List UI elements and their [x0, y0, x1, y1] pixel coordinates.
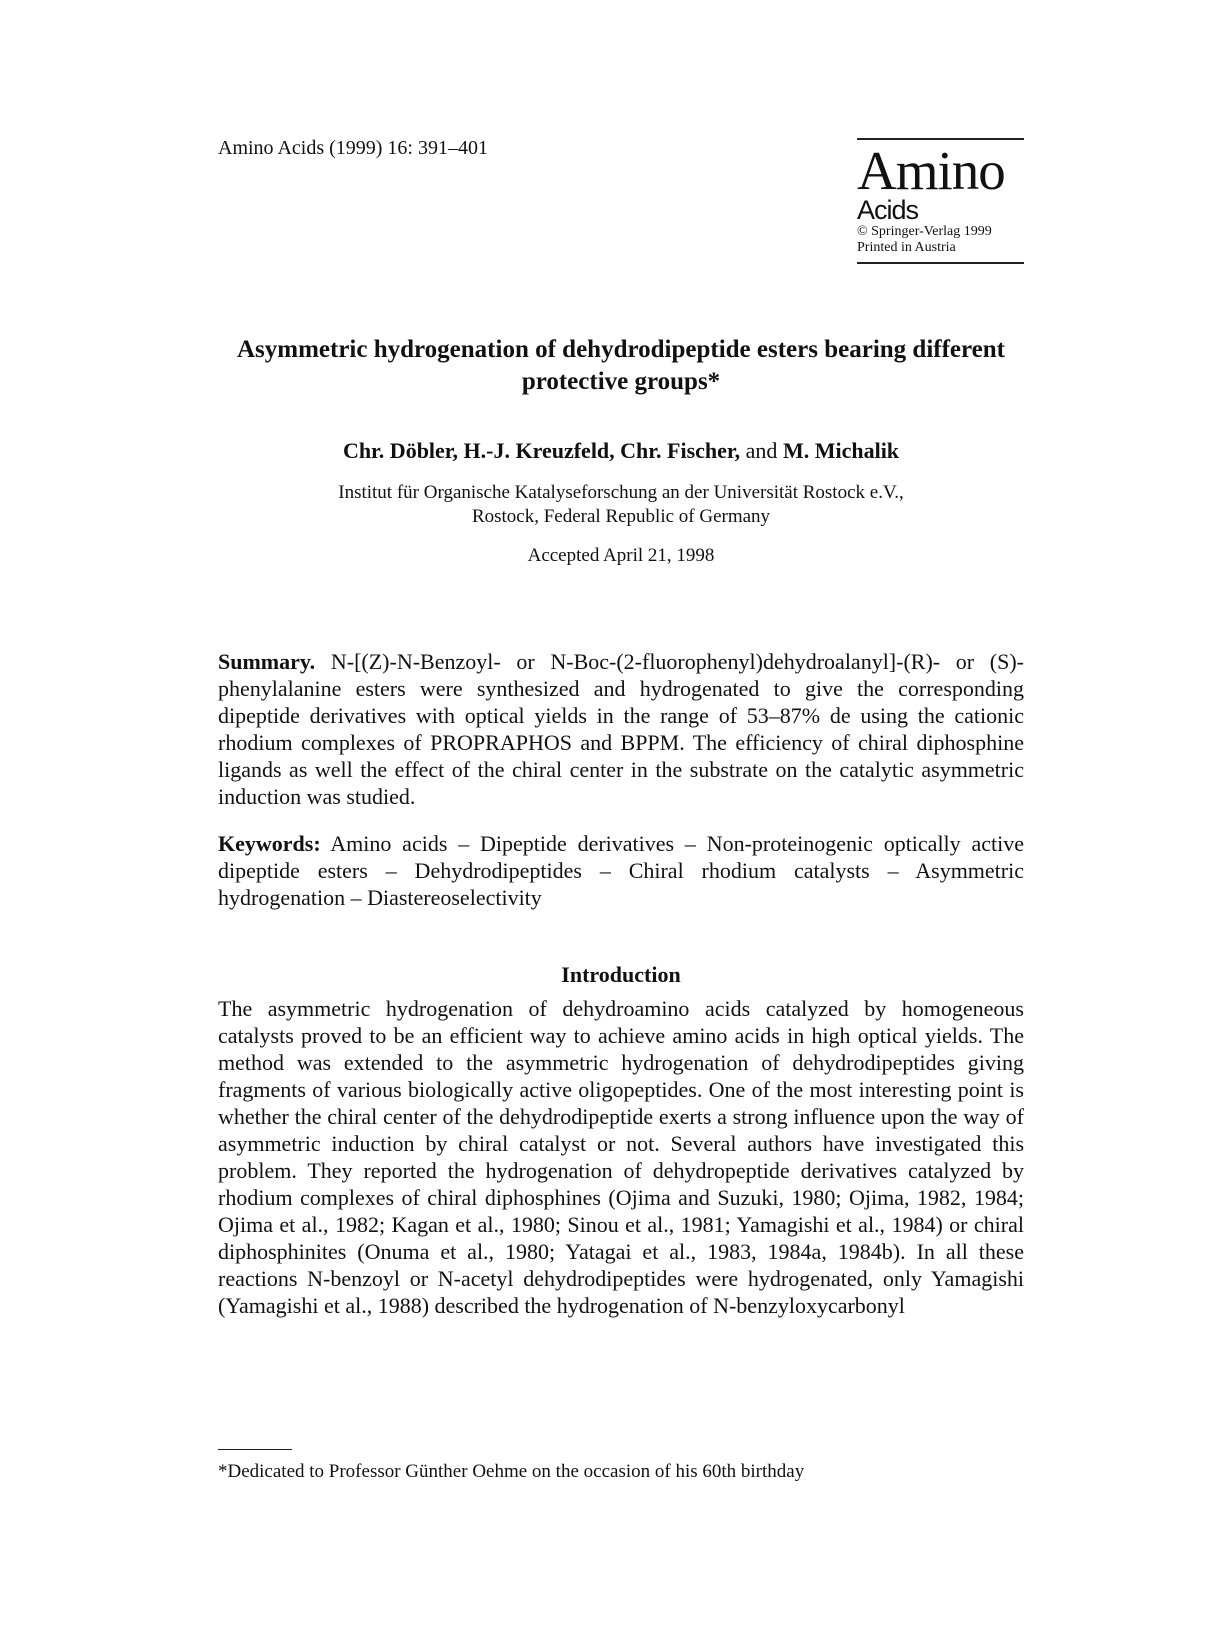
introduction-heading: Introduction [561, 962, 681, 987]
journal-logo [857, 138, 1024, 264]
introduction-body: The asymmetric hydrogenation of dehydroamino acids catalyzed by homogeneous catalysts proved to be an efficient way to achieve amino acids in high optical yields. The method was extended to the asymmetric hydrogenation of dehydrodipeptides giving fragments of various biologically active oligopeptides. One of the most interesting point is whether the chiral center of the dehydrodipeptide exerts a strong influence upon the way of asymmetric induction by chiral catalyst or not. Several authors have investigated this problem. They reported the hydrogenation of dehydropeptide derivatives catalyzed by rhodium complexes of chiral diphosphines (Ojima and Suzuki, 1980; Ojima, 1982, 1984; Ojima et al., 1982; Kagan et al., 1980; Sinou et al., 1981; Yamagishi et al., 1984) or chiral diphosphinites (Onuma et al., 1980; Yatagai et al., 1983, 1984a, 1984b). In all these reactions N-benzoyl or N-acetyl dehydrodipeptides were hydrogenated, only Yamagishi (Yamagishi et al., 1988) described the hydrogenation of N-benzyloxycarbonyl [218, 996, 1024, 1318]
journal-logo-amino: Amino [857, 140, 1005, 201]
footnote-divider [218, 1449, 292, 1450]
keywords-paragraph [218, 830, 1024, 911]
journal-logo-acids: Acids [857, 195, 919, 225]
author-list [218, 438, 1024, 464]
summary-paragraph [218, 648, 1024, 810]
authors-main: Chr. Döbler, H.-J. Kreuzfeld, Chr. Fischer, [342, 438, 741, 463]
journal-citation: Amino Acids (1999) 16: 391–401 [218, 137, 488, 159]
authors-last: M. Michalik [782, 438, 900, 463]
copyright-notice: © Springer-Verlag 1999 [857, 224, 992, 239]
affiliation-line-1: Institut für Organische Katalyseforschung an der Universität Rostock e.V., [338, 482, 904, 503]
summary-label: Summary. [218, 649, 316, 674]
keywords-label: Keywords: [218, 831, 321, 856]
accepted-date: Accepted April 21, 1998 [527, 545, 715, 566]
affiliation-line-2: Rostock, Federal Republic of Germany [471, 506, 771, 527]
footnote: *Dedicated to Professor Günther Oehme on the occasion of his 60th birthday [218, 1461, 805, 1482]
keywords-text: Amino acids – Dipeptide derivatives – Non-proteinogenic optically active dipeptide esters – Dehydrodipeptides – Chiral rhodium catalysts – Asymmetric hydrogenation – Diastereoselectivity [218, 831, 1024, 910]
affiliation [218, 481, 1024, 529]
printed-notice: Printed in Austria [857, 240, 956, 255]
article-title: Asymmetric hydrogenation of dehydrodipeptide esters bearing different protective groups* [236, 336, 1005, 395]
authors-conjunction: and [740, 438, 783, 463]
summary-text: N-[(Z)-N-Benzoyl- or N-Boc-(2-fluorophenyl)dehydroalanyl]-(R)- or (S)-phenylalanine esters were synthesized and hydrogenated to give the corresponding dipeptide derivatives with optical yields in the range of 53–87% de using the cationic rhodium complexes of PROPRAPHOS and BPPM. The efficiency of chiral diphosphine ligands as well the effect of the chiral center in the substrate on the catalytic asymmetric induction was studied. [218, 649, 1025, 809]
